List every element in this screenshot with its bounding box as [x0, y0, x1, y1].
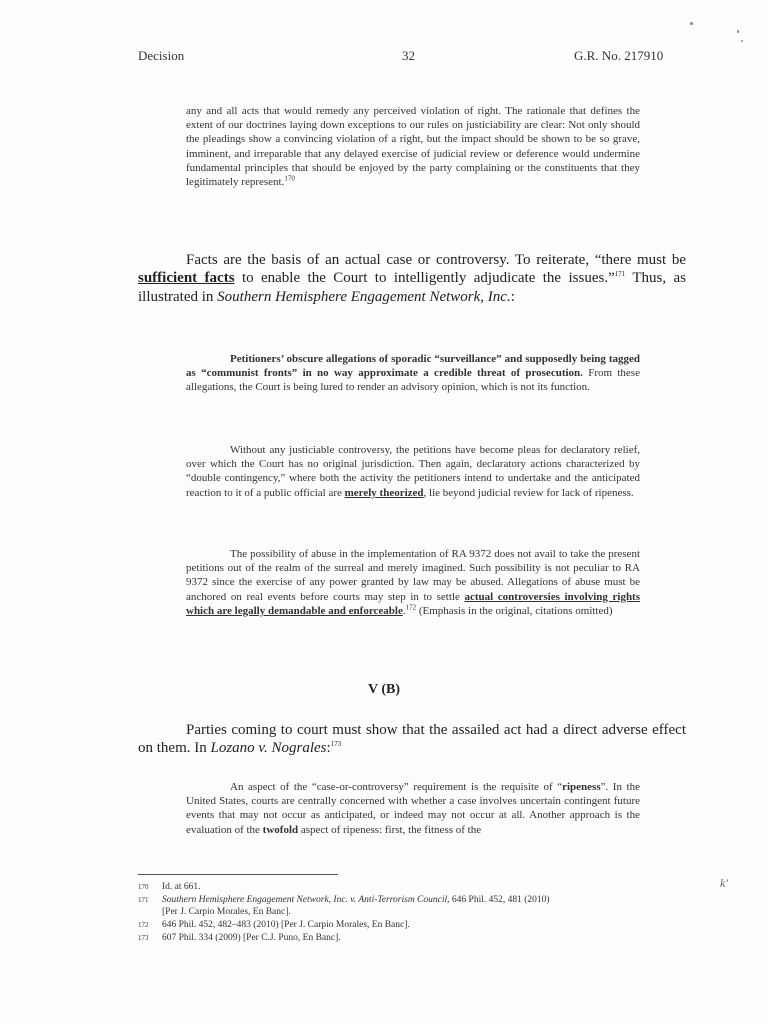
footnote-separator — [138, 874, 338, 875]
paragraph-facts — [138, 251, 686, 306]
case-number: G.R. No. 217910 — [574, 48, 664, 63]
section-heading: V (B) — [367, 682, 401, 697]
footnote-number: 172 — [138, 921, 149, 929]
footnote-case-name: Southern Hemisphere Engagement Network, Inc. v. Anti-Terrorism Council — [162, 895, 448, 905]
paragraph-parties — [138, 721, 686, 758]
margin-handwritten-mark: k' — [720, 876, 728, 890]
footnote-ref-170: 170 — [284, 174, 295, 183]
footnote-171 — [138, 895, 698, 918]
block-quote-1 — [186, 104, 640, 189]
block-quote-2-p2-b: , lie beyond judicial review for lack of ripeness. — [423, 486, 634, 499]
block-quote-2-p2-a: Without any justiciable controversy, the petitions have become pleas for declaratory relief, over which the Court has no original jurisdiction. Then again, declaratory actions characterized by “double contingency,” where both the activity the petitioners intend to undertake and the anticipated reaction to it of a public official are — [186, 444, 640, 499]
paragraph-1-part-a: Facts are the basis of an actual case or controversy. To reiterate, “there must be — [186, 252, 686, 268]
footnote-text: Id. at 661. — [162, 882, 201, 892]
block-quote-2-p3-a: The possibility of abuse in the implementation of RA 9372 does not avail to take the present petitions out of the realm of the surreal and merely imagined. Such possibility is not peculiar to RA 9372 since the exercise of any power granted by law may be abused. Allegations of abuse must be anchored on real events before courts may step in to settle — [186, 548, 640, 603]
paragraph-1-part-c: Thus, as illustrated in — [138, 270, 686, 305]
footnote-number: 173 — [138, 934, 149, 942]
block-quote-2-p1-rest: From these allegations, the Court is being lured to render an advisory opinion, which is not its function. — [186, 367, 640, 394]
block-quote-2-p3-c: (Emphasis in the original, citations omitted) — [416, 604, 613, 617]
block-quote-2-para-3 — [186, 547, 640, 618]
page-number: 32 — [402, 48, 415, 63]
footnote-number: 170 — [138, 883, 149, 891]
footnote-continuation: [Per J. Carpio Morales, En Banc]. — [162, 906, 291, 917]
block-quote-2-p3-b: . — [402, 604, 406, 617]
footnote-ref-173: 173 — [330, 740, 342, 749]
header-decision-label: Decision — [138, 48, 185, 63]
scan-speck — [690, 22, 693, 25]
block-quote-3 — [186, 780, 640, 837]
merely-theorized-emphasis: merely theorized — [344, 486, 424, 499]
block-quote-3-part-a: An aspect of the “case-or-controversy” requirement is the requisite of “ — [230, 781, 563, 793]
paragraph-1-part-d: : — [510, 288, 515, 305]
footnote-text: 646 Phil. 452, 482–483 (2010) [Per J. Carpio Morales, En Banc]. — [162, 920, 410, 930]
actual-controversies-emphasis: actual controversies involving rights which are legally demandable and enforceable — [186, 590, 641, 617]
paragraph-2-part-a: Parties coming to court must show that the assailed act had a direct adverse effect on them. In — [138, 722, 686, 757]
sufficient-facts-emphasis: sufficient facts — [138, 270, 235, 287]
twofold-emphasis: twofold — [262, 823, 299, 836]
scan-speck — [737, 30, 739, 33]
block-quote-2-bold-text: Petitioners’ obscure allegations of sporadic “surveillance” and supposedly being tagged as “communist fronts” in no way approximate a credible threat of prosecution. — [186, 353, 640, 380]
paragraph-1-part-b: to enable the Court to intelligently adjudicate the issues.” — [234, 270, 615, 287]
scan-speck — [741, 40, 743, 42]
footnote-170 — [138, 882, 698, 894]
block-quote-1-text: any and all acts that would remedy any perceived violation of right. The rationale that defines the extent of our doctrines laying down exceptions to our rules on justiciability are clear: Not only should the pleadings show a convincing violation of a right, but the impact should be shown to be so grave, imminent, and irreparable that any delayed exercise of judicial review or deference would undermine fundamental principles that should be enjoyed by the party complaining or the constituents that they legitimately represent. — [186, 105, 640, 189]
footnote-172 — [138, 920, 698, 932]
paragraph-2-part-b: : — [326, 740, 331, 757]
footnote-ref-171: 171 — [614, 270, 626, 279]
case-name-southern-hemisphere: Southern Hemisphere Engagement Network, Inc. — [217, 288, 511, 305]
footnote-173 — [138, 933, 698, 945]
block-quote-3-part-c: aspect of ripeness: first, the fitness of the — [298, 823, 482, 836]
footnote-ref-172: 172 — [405, 603, 417, 612]
block-quote-2-para-2 — [186, 443, 640, 500]
footnote-number: 171 — [138, 896, 149, 904]
block-quote-3-part-b: ”. In the United States, courts are centrally concerned with whether a case involves uncertain contingent future events that may not occur as anticipated, or indeed may not occur at all. Another approach is the evaluation of the — [186, 781, 640, 836]
ripeness-emphasis: ripeness — [562, 781, 601, 793]
footnote-text: , 646 Phil. 452, 481 (2010) — [447, 895, 550, 905]
footnote-text: 607 Phil. 334 (2009) [Per C.J. Puno, En Banc]. — [162, 933, 341, 943]
block-quote-2-para-1 — [186, 352, 640, 395]
case-name-lozano: Lozano v. Nograles — [210, 740, 327, 757]
